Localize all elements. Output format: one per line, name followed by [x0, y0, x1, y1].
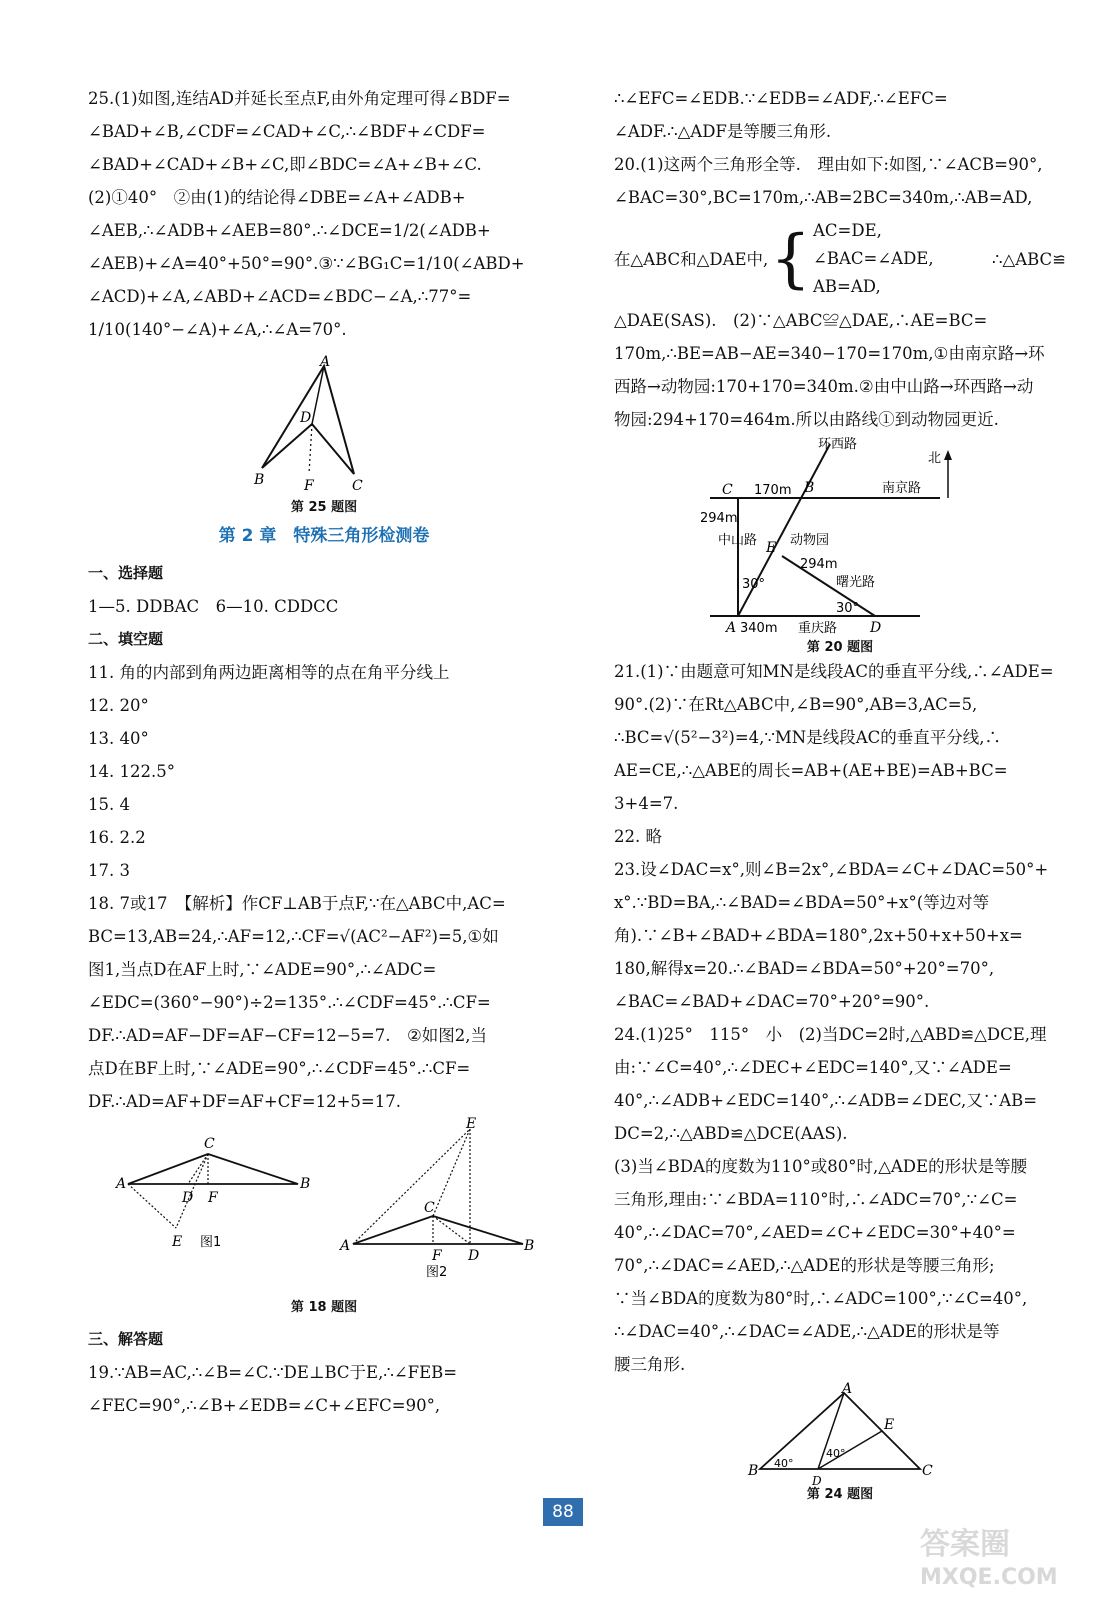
fig1-label: 图1 [200, 1235, 222, 1250]
text-line: 90°.(2)∵在Rt△ABC中,∠B=90°,AB=3,AC=5, [614, 695, 978, 714]
svg-text:A: A [116, 1176, 127, 1192]
dist-170: 170m [754, 483, 792, 498]
text-line: 70°,∴∠DAC=∠AED,∴△ADE的形状是等腰三角形; [614, 1256, 995, 1275]
svg-text:D: D [468, 1248, 480, 1264]
brace-block [614, 214, 1066, 304]
q18-diagram [88, 1116, 560, 1284]
fill-answer: 11. 角的内部到角两边距离相等的点在角平分线上 [88, 663, 450, 682]
svg-text:E: E [466, 1116, 477, 1132]
svg-text:A: A [726, 620, 737, 636]
text-line: 腰三角形. [614, 1355, 686, 1374]
road-nanjing: 南京路 [882, 481, 922, 496]
text-line: 角).∵∠B+∠BAD+∠BDA=180°,2x+50+x+50+x= [614, 926, 1023, 945]
text-line: AC=DE, [813, 221, 882, 240]
section-fill: 二、填空题 [88, 630, 164, 648]
right-column [614, 82, 1066, 1502]
q25-caption: 第 25 题图 [290, 500, 358, 515]
text-line: (3)当∠BDA的度数为110°或80°时,△ADE的形状是等腰 [614, 1157, 1028, 1176]
text-line: ∠AEB)+∠A=40°+50°=90°.③∵∠BG₁C=1/10(∠ABD+ [88, 254, 525, 273]
text-line: 23.设∠DAC=x°,则∠B=2x°,∠BDA=∠C+∠DAC=50°+ [614, 860, 1049, 879]
angle-30-a: 30° [742, 577, 766, 592]
text-line: BC=13,AB=24,∴AF=12,∴CF=√(AC²−AF²)=5,①如 [88, 927, 499, 946]
q25-figure [254, 356, 394, 496]
brace-suffix: ∴△ABC≌ [992, 249, 1066, 269]
fill-answer: 12. 20° [88, 696, 149, 715]
label-d: D [300, 410, 312, 426]
label-f: F [304, 478, 314, 494]
svg-text:E: E [766, 540, 777, 556]
text-line: ∠ACD)+∠A,∠ABD+∠ACD=∠BDC−∠A,∴77°= [88, 287, 472, 306]
svg-text:D: D [870, 620, 882, 636]
section-solve: 三、解答题 [88, 1330, 164, 1348]
text-line: 170m,∴BE=AB−AE=340−170=170m,①由南京路→环 [614, 344, 1045, 363]
text-line: ∠EDC=(360°−90°)÷2=135°.∴∠CDF=45°.∴CF= [88, 993, 491, 1012]
dist-340: 340m [740, 621, 778, 636]
angle-b-40: 40° [774, 1457, 794, 1470]
text-line: AE=CE,∴△ABE的周长=AB+(AE+BE)=AB+BC= [614, 761, 1008, 780]
fill-answer: 17. 3 [88, 861, 130, 880]
text-line: ∠AEB,∴∠ADB+∠AEB=80°.∴∠DCE=1/2(∠ADB+ [88, 221, 491, 240]
text-line: 物园:294+170=464m.所以由路线①到动物园更近. [614, 410, 999, 429]
label-b: B [254, 472, 265, 488]
svg-text:B: B [748, 1463, 759, 1479]
watermark-logo [920, 1520, 1100, 1590]
angle-30-d: 30° [836, 601, 860, 616]
text-line: 24.(1)25° 115° 小 (2)当DC=2时,△ABD≌△DCE,理 [614, 1025, 1047, 1044]
section-choice: 一、选择题 [88, 564, 164, 582]
text-line: ∠BAC=30°,BC=170m,∴AB=2BC=340m,∴AB=AD, [614, 188, 1033, 207]
svg-text:E: E [884, 1417, 895, 1433]
choice-answers: 1—5. DDBAC 6—10. CDDCC [88, 597, 339, 616]
svg-text:C: C [204, 1136, 215, 1152]
text-line: 25.(1)如图,连结AD并延长至点F,由外角定理可得∠BDF= [88, 89, 511, 108]
text-line: DF.∴AD=AF−DF=AF−CF=12−5=7. ②如图2,当 [88, 1026, 488, 1045]
q20-caption: 第 20 题图 [806, 640, 874, 655]
text-line: 点D在BF上时,∵∠ADE=90°,∴∠CDF=45°.∴CF= [88, 1059, 471, 1078]
brace-icon: { [770, 222, 812, 296]
q25-answer [88, 82, 560, 346]
text-line: △DAE(SAS). (2)∵△ABC≌△DAE,∴AE=BC= [614, 311, 988, 330]
text-line: 西路→动物园:170+170=340m.②由中山路→环西路→动 [614, 377, 1034, 396]
text-line: 40°,∴∠ADB+∠EDC=140°,∴∠ADB=∠DEC,又∵AB= [614, 1091, 1038, 1110]
svg-text:C: C [922, 1463, 933, 1479]
text-line: x°.∵BD=BA,∴∠BAD=∠BDA=50°+x°(等边对等 [614, 893, 990, 912]
north-label: 北 [928, 451, 942, 466]
text-line: ∠BAC=∠BAD+∠DAC=70°+20°=90°. [614, 992, 930, 1011]
svg-text:C: C [722, 482, 733, 498]
svg-text:B: B [300, 1176, 311, 1192]
q22-answer: 22. 略 [614, 827, 662, 846]
text-line: 图1,当点D在AF上时,∵∠ADE=90°,∴∠ADC= [88, 960, 437, 979]
page-number: 88 [543, 1498, 583, 1526]
svg-text:A: A [842, 1381, 853, 1397]
svg-text:C: C [424, 1200, 435, 1216]
text-line: AB=AD, [813, 277, 881, 296]
q18-figure [88, 1116, 560, 1284]
q20-map [700, 436, 970, 636]
dist-294-left: 294m [700, 511, 738, 526]
svg-text:答案圈: 答案圈 [920, 1527, 1010, 1562]
text-line: ∠BAD+∠B,∠CDF=∠CAD+∠C,∴∠BDF+∠CDF= [88, 122, 486, 141]
brace-prefix: 在△ABC和△DAE中, [614, 249, 769, 269]
text-line: ∴∠EFC=∠EDB.∵∠EDB=∠ADF,∴∠EFC= [614, 89, 948, 108]
text-line: ∠BAC=∠ADE, [813, 249, 934, 268]
fill-answer: 16. 2.2 [88, 828, 146, 847]
fill-answer: 13. 40° [88, 729, 149, 748]
q20-map-figure [700, 436, 970, 636]
svg-text:D: D [812, 1474, 822, 1488]
text-line: 三角形,理由:∵∠BDA=110°时,∴∠ADC=70°,∵∠C= [614, 1190, 1018, 1209]
text-line: 由:∵∠C=40°,∴∠DEC+∠EDC=140°,又∵∠ADE= [614, 1058, 1012, 1077]
text-line: 180,解得x=20.∴∠BAD=∠BDA=50°+20°=70°, [614, 959, 995, 978]
q20-answer [614, 148, 1066, 436]
svg-text:D: D [182, 1190, 194, 1206]
chapter-title: 第 2 章 特殊三角形检测卷 [218, 526, 430, 546]
q21-answer [614, 655, 1066, 820]
fill-answer: 15. 4 [88, 795, 130, 814]
road-zhongshan: 中山路 [718, 533, 758, 548]
left-column [88, 82, 560, 1422]
text-line: (2)①40° ②由(1)的结论得∠DBE=∠A+∠ADB+ [88, 188, 466, 207]
q23-answer [614, 853, 1066, 1018]
text-line: 40°,∴∠DAC=70°,∠AED=∠C+∠EDC=30°+40°= [614, 1223, 1016, 1242]
brace-lines [813, 217, 992, 301]
fig2-label: 图2 [426, 1265, 448, 1280]
label-c: C [352, 478, 363, 494]
road-chongqing: 重庆路 [798, 621, 838, 636]
q24-caption: 第 24 题图 [806, 1487, 874, 1502]
zoo-label: 动物园 [790, 533, 830, 548]
text-line: 20.(1)这两个三角形全等. 理由如下:如图,∵∠ACB=90°, [614, 155, 1043, 174]
dist-294-right: 294m [800, 557, 838, 572]
angle-d-40: 40° [826, 1447, 846, 1460]
q18-answer [88, 887, 560, 1118]
text-line: ∠FEC=90°,∴∠B+∠EDB=∠C+∠EFC=90°, [88, 1396, 441, 1415]
text-line: 1/10(140°−∠A)+∠A,∴∠A=70°. [88, 320, 347, 339]
text-line: 3+4=7. [614, 794, 679, 813]
q24-diagram [740, 1381, 940, 1488]
q18-caption: 第 18 题图 [290, 1300, 358, 1315]
svg-text:A: A [340, 1238, 351, 1254]
text-line: DC=2,∴△ABD≌△DCE(AAS). [614, 1124, 848, 1143]
svg-text:F: F [208, 1190, 218, 1206]
text-line: ∠ADF.∴△ADF是等腰三角形. [614, 122, 832, 141]
q24-figure [740, 1381, 940, 1488]
svg-text:MXQE.COM: MXQE.COM [920, 1565, 1058, 1590]
text-line: ∴BC=√(5²−3²)=4,∵MN是线段AC的垂直平分线,∴ [614, 728, 1002, 747]
svg-text:B: B [804, 480, 815, 496]
label-a: A [320, 354, 331, 370]
q24-answer [614, 1018, 1066, 1381]
road-huanxi: 环西路 [818, 437, 858, 452]
svg-text:B: B [524, 1238, 535, 1254]
svg-text:E: E [172, 1234, 183, 1250]
text-line: 21.(1)∵由题意可知MN是线段AC的垂直平分线,∴∠ADE= [614, 662, 1054, 681]
text-line: 18. 7或17 【解析】作CF⊥AB于点F,∵在△ABC中,AC= [88, 894, 506, 913]
text-line: ∠BAD+∠CAD+∠B+∠C,即∠BDC=∠A+∠B+∠C. [88, 155, 482, 174]
svg-text:F: F [432, 1248, 442, 1264]
text-line: ∴∠DAC=40°,∴∠DAC=∠ADE,∴△ADE的形状是等 [614, 1322, 1000, 1341]
fill-answer: 14. 122.5° [88, 762, 175, 781]
text-line: 19.∵AB=AC,∴∠B=∠C.∵DE⊥BC于E,∴∠FEB= [88, 1363, 458, 1382]
q25-diagram [254, 356, 394, 496]
text-line: ∵当∠BDA的度数为80°时,∴∠ADC=100°,∵∠C=40°, [614, 1289, 1028, 1308]
text-line: DF.∴AD=AF+DF=AF+CF=12+5=17. [88, 1092, 401, 1111]
road-shuguang: 曙光路 [836, 575, 876, 590]
